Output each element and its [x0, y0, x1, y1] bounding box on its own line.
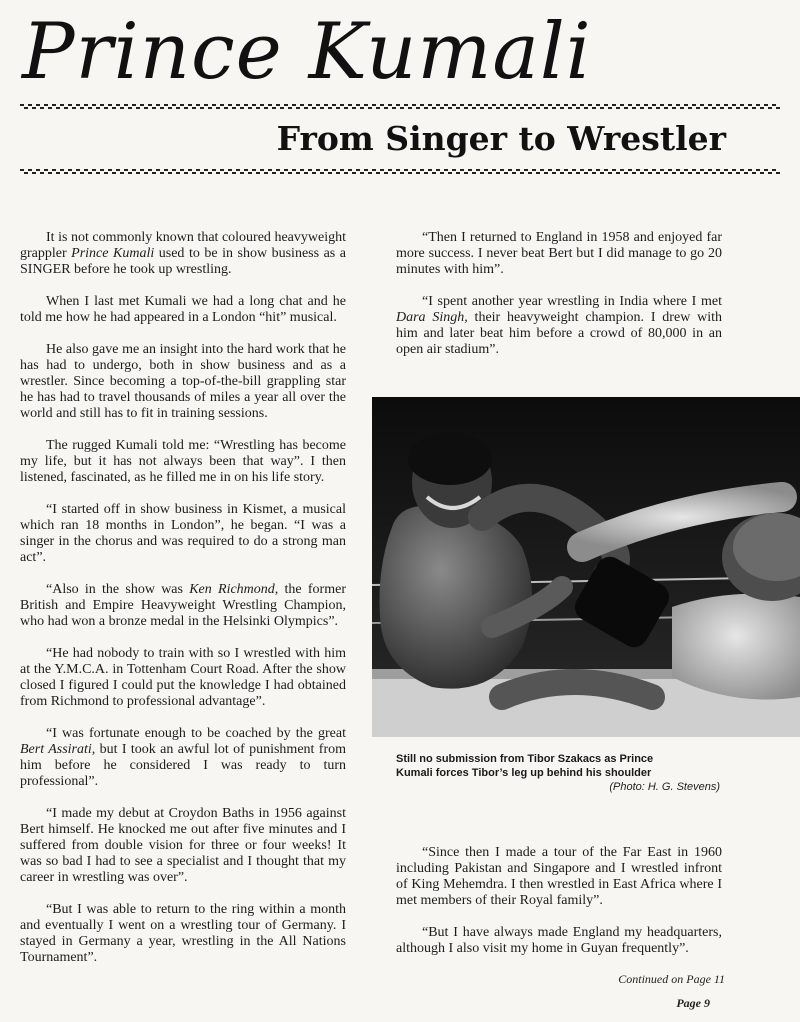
article-title: Prince Kumali [22, 7, 592, 97]
wrestling-photo [372, 397, 800, 737]
paragraph: “I was fortunate enough to be coached by the great Bert Assirati, but I took an awful lot of punishment from him before he considered I was ready to turn professional”. [20, 726, 346, 789]
paragraph: “Also in the show was Ken Richmond, the former British and Empire Heavyweight Wrestling Champion, who had won a bronze medal in the Helsinki Olympics”. [20, 582, 346, 629]
article-subtitle: From Singer to Wrestler [276, 119, 726, 158]
continued-note: Continued on Page 11 [618, 972, 725, 986]
paragraph: “I started off in show business in Kismet, a musical which ran 18 months in London”, he began. “I was a singer in the chorus and was required to do a strong man act”. [20, 502, 346, 565]
photo-caption: Still no submission from Tibor Szakacs as Prince Kumali forces Tibor’s leg up behind his shoulder [396, 753, 654, 779]
checkered-rule-top [20, 104, 780, 109]
page-number: Page 9 [676, 996, 710, 1010]
paragraph: “He had nobody to train with so I wrestled with him at the Y.M.C.A. in Tottenham Court Road. After the show closed I figured I could put the knowledge I had obtained from Richmond to professional advantage”. [20, 646, 346, 709]
photo-credit: (Photo: H. G. Stevens) [609, 781, 720, 793]
paragraph: “But I have always made England my headquarters, although I also visit my home in Guyan frequently”. [396, 925, 722, 956]
paragraph: When I last met Kumali we had a long chat and he told me how he had appeared in a London “hit” musical. [20, 294, 346, 325]
paragraph: “Then I returned to England in 1958 and enjoyed far more success. I never beat Bert but I did manage to go 20 minutes with him”. [396, 230, 722, 277]
paragraph: “But I was able to return to the ring within a month and eventually I went on a wrestling tour of Germany. I stayed in Germany a year, wrestling in the All Nations Tournament”. [20, 902, 346, 965]
left-column [20, 230, 346, 982]
right-column-top [396, 230, 722, 374]
checkered-rule-bottom [20, 169, 780, 174]
right-column-bottom [396, 845, 722, 973]
paragraph: “Since then I made a tour of the Far East in 1960 including Pakistan and Singapore and I wrestled infront of King Mehemdra. I then wrestled in East Africa where I met members of their Royal family”. [396, 845, 722, 908]
paragraph: He also gave me an insight into the hard work that he has had to undergo, both in show business and as a wrestler. Since becoming a top-of-the-bill grappling star he has had to travel thousands of miles a year all over the world and still has to fit in training sessions. [20, 342, 346, 421]
paragraph: “I made my debut at Croydon Baths in 1956 against Bert himself. He knocked me out after five minutes and I suffered from double vision for three or four weeks! It was so bad I had to see a specialist and I thought that my career in wrestling was over”. [20, 806, 346, 885]
paragraph: “I spent another year wrestling in India where I met Dara Singh, their heavyweight champion. I drew with him and later beat him before a crowd of 80,000 in an open air stadium”. [396, 294, 722, 357]
paragraph: The rugged Kumali told me: “Wrestling has become my life, but it has not always been that way”. I then listened, fascinated, as he filled me in on his life story. [20, 438, 346, 485]
paragraph: It is not commonly known that coloured heavyweight grappler Prince Kumali used to be in show business as a SINGER before he took up wrestling. [20, 230, 346, 277]
